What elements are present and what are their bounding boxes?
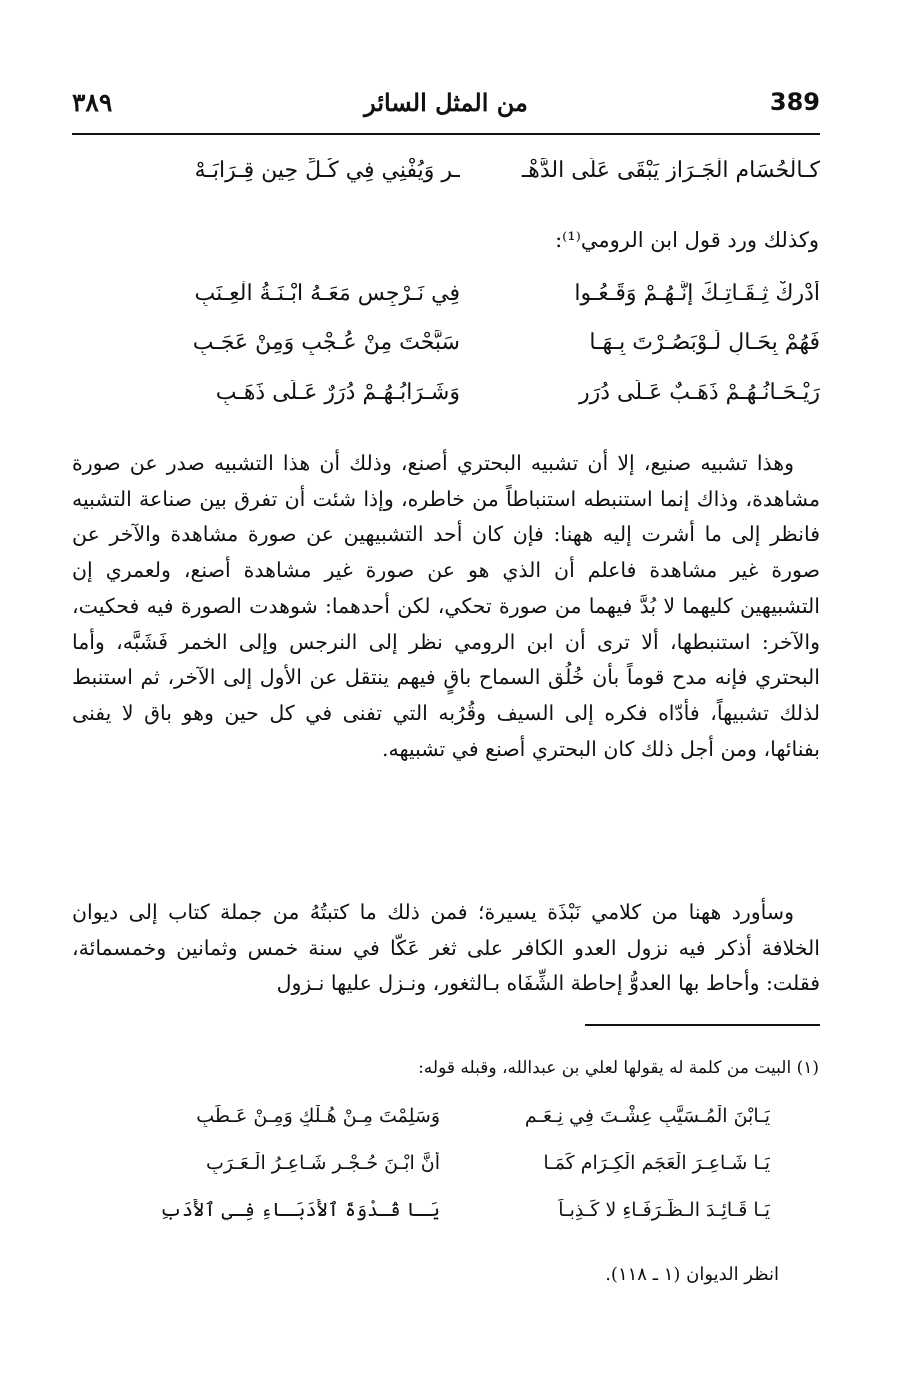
body-paragraph-1 [72, 446, 820, 767]
footnote-verse-2 [140, 1152, 770, 1188]
verse-second-hemistich: ـرِ وَيُفْنِي فِي كُـلِّ حِينِ قِـرَابَـهْ [194, 158, 460, 183]
body-paragraph-2 [72, 895, 820, 1002]
poem-line-1 [130, 281, 820, 321]
running-title: من المثل السائر [364, 88, 528, 117]
verse-second-hemistich: سَبَّحْتَ مِنْ عُـجْبٍ وَمِنْ عَجَـبِ [192, 330, 460, 355]
footnote-reference: انظر الديوان (١ ـ ١١٨). [605, 1264, 779, 1285]
footnote-verse-3 [140, 1199, 770, 1235]
verse-second-hemistich: يَـا قُـدْوَةَ ٱلأُدَبَـاءِ فِـي ٱلأَدَبِ [159, 1199, 440, 1221]
footnote-text: (١) البيت من كلمة له يقولها لعلي بن عبدالله، وقبله قوله: [418, 1058, 819, 1078]
verse-first-hemistich: رَيْـحَـانُـهُـمْ ذَهَـبٌ عَـلَى دُرَرٍ [578, 380, 820, 405]
footnote-verse-1 [140, 1105, 770, 1141]
paragraph-text: وهذا تشبيه صنيع، إلا أن تشبيه البحتري أصنع، وذلك أن هذا التشبيه صدر عن صورة مشاهدة، وذاك إنما استنبطه استنباطاً من خاطره، وإذا شئت أن تفرق بين صناعة التشبيه فانظر إلى ما أشرت إليه ههنا: فإن كان أحد التشبيهين عن صورة مشاهدة والآخر عن صورة غير مشاهدة فاعلم أن الذي هو عن صورة غير مشاهدة أصنع، ولعمري إن التشبيهين كليهما لا بُدَّ فيهما من صورة تحكي، لكن أحدهما: شوهدت الصورة فيه فحكيت، والآخر: استنبطها، ألا ترى أن ابن الرومي نظر إلى النرجس وإلى الخمر فَشَبَّه، وأما البحتري فإنه مدح قوماً بأن خُلُق السماح باقٍ فيهم ينتقل عن الأول إلى الآخر، ثم استنبط لذلك تشبيهاً، فأدّاه فكره إلى السيف وقُرُبه التي تفنى في كل حين وهو باق لا يفنى بفنائها، ومن أجل ذلك كان البحتري أصنع في تشبيهه. [72, 451, 820, 761]
paragraph-text: وسأورد ههنا من كلامي نَبْذَة يسيرة؛ فمن ذلك ما كتبتُهُ من جملة كتاب إلى ديوان الخلافة أذكر فيه نزول العدو الكافر على ثغر عَكّا في سنة خمس وثمانين وخمسمائة، فقلت: وأحاط بها العدوُّ إحاطة الشِّفَاه بـالثغور، ونـزل عليها نـزول [72, 900, 820, 996]
verse-first-hemistich: يَـابْنَ الْمُـسَيَّبِ عِشْـتَ فِي نِـعَـمٍ [524, 1105, 770, 1127]
page-number-latin: 389 [769, 88, 820, 116]
verse-first-hemistich: فَهُمْ بِحَـالٍ لَـوْبَصُـرْتَ بِـهَـا [589, 330, 820, 355]
poem-line-3 [130, 380, 820, 420]
verse-first-hemistich: كـالْحُسَامِ الْجَـرَازِ يَبْقَى عَلَى الدَّهْـ [521, 158, 820, 183]
verse-line [130, 158, 820, 198]
verse-first-hemistich: أَدْرِكْ ثِـقَـاتِـكَ إِنَّـهُـمْ وَقَـعُـوا [574, 281, 820, 306]
verse-second-hemistich: وَشَـرَابُـهُـمْ دُرَرٌ عَـلَى ذَهَـبِ [215, 380, 460, 405]
header-divider [72, 133, 820, 135]
poem-introduction: وكذلك ورد قول ابن الرومي⁽¹⁾: [555, 228, 819, 252]
verse-first-hemistich: يَـا قَـائِـدَ الـظُّـرَفَـاءِ لا كَـذِبـاً [558, 1199, 770, 1221]
footnote-divider [585, 1024, 820, 1026]
verse-second-hemistich: أَنَّ ابْـنَ حُـجْـرٍ شَـاعِـرُ الْـعَـرَبِ [205, 1152, 440, 1174]
verse-second-hemistich: وَسَلِمْتَ مِـنْ هُـلْكٍ وَمِـنْ عَـطَبِ [196, 1105, 440, 1127]
verse-first-hemistich: يَـا شَـاعِـرَ الْعَجَمِ الْكِـرَامِ كَمَـا [543, 1152, 770, 1174]
page-number-arabic: ٣٨٩ [72, 88, 113, 117]
verse-second-hemistich: فِي نَـرْجِسٍ مَعَـهُ ابْـنَـةُ الْعِـنَبِ [194, 281, 460, 306]
poem-line-2 [130, 330, 820, 370]
page-header [72, 88, 820, 132]
